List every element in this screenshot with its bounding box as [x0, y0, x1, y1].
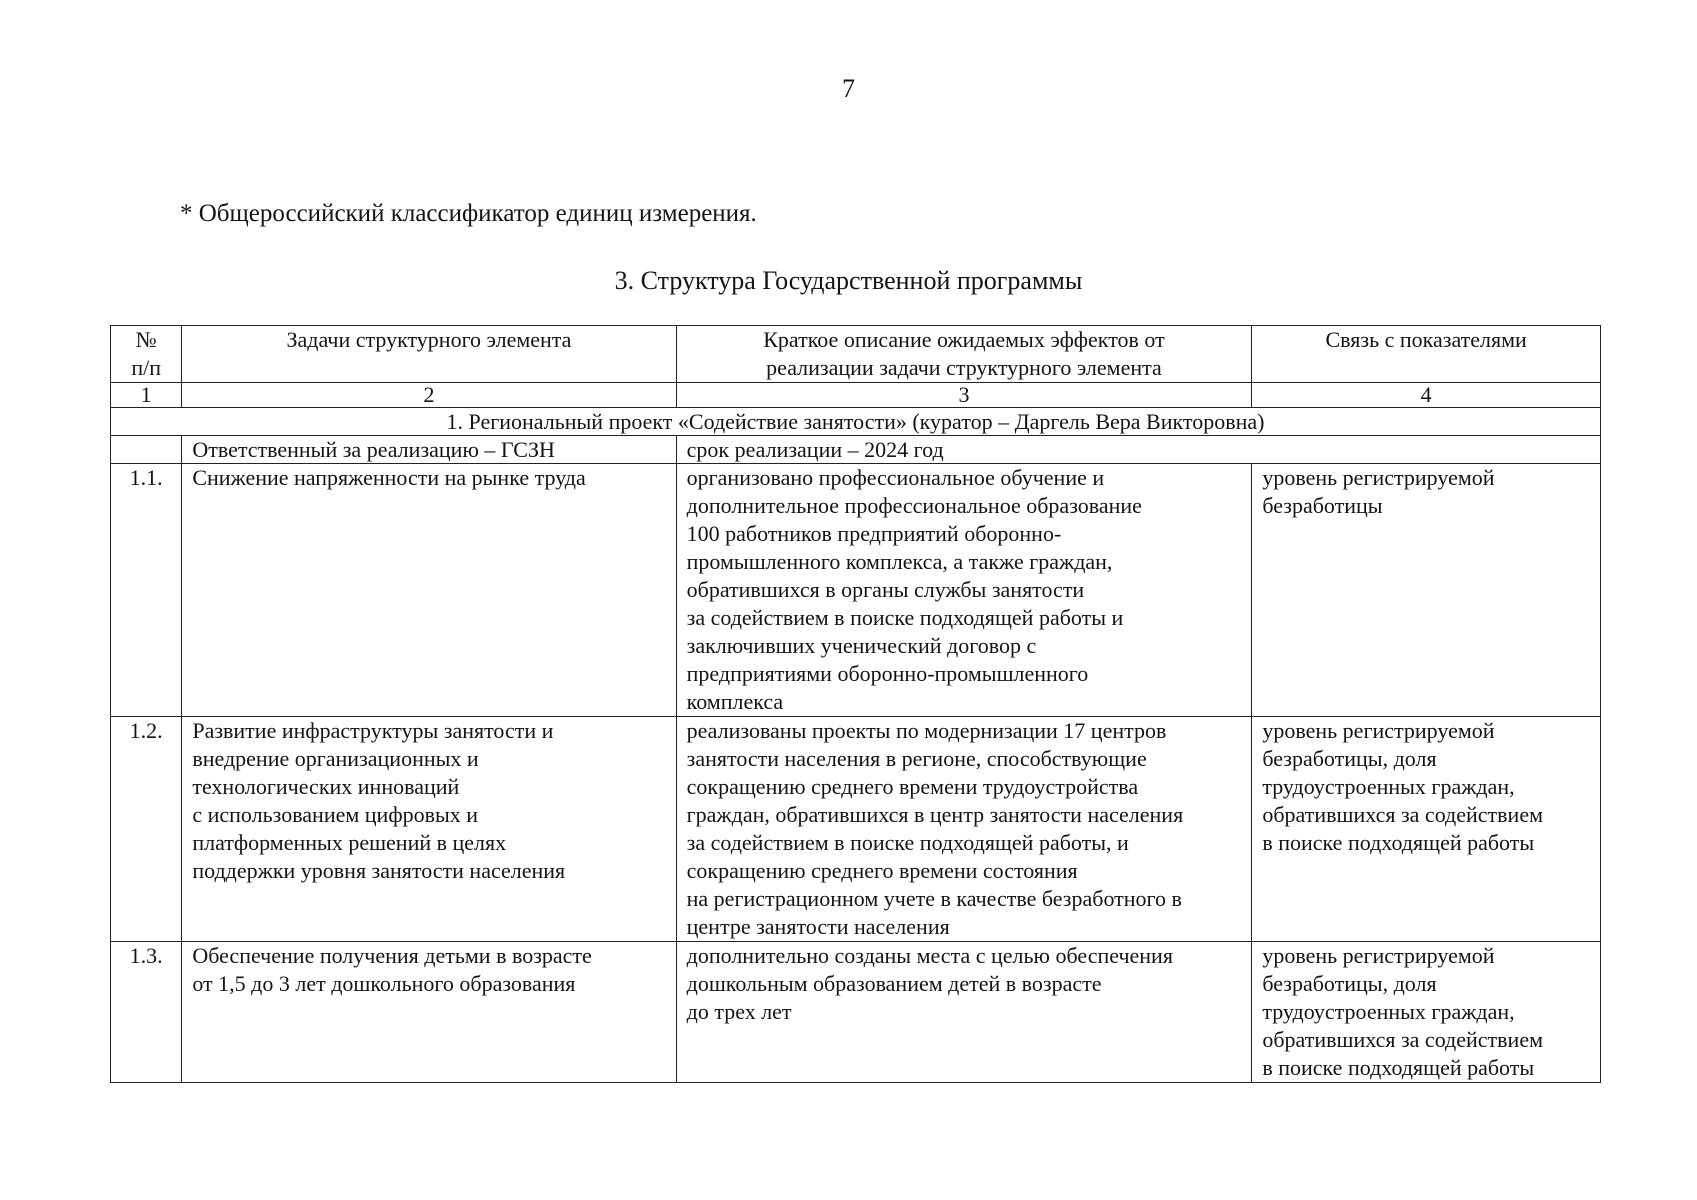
task-line: Снижение напряженности на рынке труда	[192, 465, 586, 490]
header-number-line-1: №	[135, 327, 157, 352]
effects-line: сокращению среднего времени состояния	[686, 858, 1078, 883]
effects-line: обратившихся в органы службы занятости	[686, 577, 1085, 602]
task-cell	[182, 717, 676, 942]
header-effects-line-1: Краткое описание ожидаемых эффектов от	[763, 327, 1165, 352]
row-number: 1.3.	[111, 942, 182, 1083]
effects-line: дополнительно созданы места с целью обеспечения	[686, 943, 1173, 968]
column-number: 2	[182, 383, 676, 408]
table-row	[111, 464, 1601, 717]
effects-line: центре занятости населения	[686, 914, 950, 939]
section-title: 3. Структура Государственной программы	[614, 266, 1083, 295]
task-line: Обеспечение получения детьми в возрасте	[192, 943, 592, 968]
indicators-line: обратившихся за содействием	[1262, 802, 1544, 827]
effects-line: комплекса	[686, 689, 784, 714]
empty-cell	[111, 436, 182, 464]
indicators-line: уровень регистрируемой	[1262, 718, 1495, 743]
row-number: 1.2.	[111, 717, 182, 942]
effects-line: занятости населения в регионе, способствующие	[686, 746, 1147, 771]
task-line: от 1,5 до 3 лет дошкольного образования	[192, 971, 576, 996]
indicators-cell	[1252, 717, 1601, 942]
effects-line: заключивших ученический договор с	[686, 633, 1037, 658]
effects-line: промышленного комплекса, а также граждан,	[686, 549, 1113, 574]
indicators-line: в поиске подходящей работы	[1262, 1055, 1535, 1080]
indicators-line: трудоустроенных граждан,	[1262, 999, 1515, 1024]
indicators-cell	[1252, 464, 1601, 717]
table-row	[111, 942, 1601, 1083]
effects-line: сокращению среднего времени трудоустройства	[686, 774, 1139, 799]
header-cell-indicators	[1252, 326, 1601, 383]
indicators-line: уровень регистрируемой	[1262, 943, 1495, 968]
task-line: с использованием цифровых и	[192, 802, 479, 827]
structure-table	[110, 325, 1601, 1083]
task-cell	[182, 464, 676, 717]
header-tasks-line: Задачи структурного элемента	[286, 327, 572, 352]
effects-line: предприятиями оборонно-промышленного	[686, 661, 1089, 686]
effects-cell	[676, 717, 1252, 942]
task-line: Развитие инфраструктуры занятости и	[192, 718, 554, 743]
footnote: * Общероссийский классификатор единиц измерения.	[180, 200, 757, 227]
project-title-row	[111, 408, 1601, 436]
effects-line: 100 работников предприятий оборонно-	[686, 521, 1062, 546]
project-title: 1. Региональный проект «Содействие занятости» (куратор – Даргель Вера Викторовна)	[111, 408, 1601, 436]
table-row	[111, 717, 1601, 942]
indicators-line: трудоустроенных граждан,	[1262, 774, 1515, 799]
column-number: 1	[111, 383, 182, 408]
indicators-cell	[1252, 942, 1601, 1083]
indicators-line: в поиске подходящей работы	[1262, 830, 1535, 855]
task-cell	[182, 942, 676, 1083]
task-line: платформенных решений в целях	[192, 830, 507, 855]
column-number: 3	[676, 383, 1252, 408]
indicators-line: безработицы	[1262, 493, 1383, 518]
indicators-line: безработицы, доля	[1262, 971, 1437, 996]
indicators-line: уровень регистрируемой	[1262, 465, 1495, 490]
effects-line: за содействием в поиске подходящей работы и	[686, 605, 1124, 630]
effects-cell	[676, 464, 1252, 717]
column-number-row	[111, 383, 1601, 408]
effects-line: организовано профессиональное обучение и	[686, 465, 1105, 490]
deadline-text: срок реализации – 2024 год	[676, 436, 1600, 464]
task-line: поддержки уровня занятости населения	[192, 858, 566, 883]
effects-cell	[676, 942, 1252, 1083]
effects-line: до трех лет	[686, 999, 792, 1024]
column-number: 4	[1252, 383, 1601, 408]
indicators-line: обратившихся за содействием	[1262, 1027, 1544, 1052]
effects-line: дошкольным образованием детей в возрасте	[686, 971, 1102, 996]
page-number: 7	[842, 74, 855, 103]
header-number-line-2: п/п	[131, 355, 161, 380]
task-line: технологических инноваций	[192, 774, 460, 799]
header-cell-number	[111, 326, 182, 383]
responsible-text: Ответственный за реализацию – ГСЗН	[182, 436, 676, 464]
responsible-row	[111, 436, 1601, 464]
table-header-row	[111, 326, 1601, 383]
effects-line: граждан, обратившихся в центр занятости населения	[686, 802, 1184, 827]
task-line: внедрение организационных и	[192, 746, 479, 771]
header-indicators-line: Связь с показателями	[1325, 327, 1527, 352]
effects-line: реализованы проекты по модернизации 17 центров	[686, 718, 1167, 743]
header-cell-effects	[676, 326, 1252, 383]
indicators-line: безработицы, доля	[1262, 746, 1437, 771]
header-cell-tasks	[182, 326, 676, 383]
effects-line: на регистрационном учете в качестве безработного в	[686, 886, 1182, 911]
header-effects-line-2: реализации задачи структурного элемента	[766, 355, 1162, 380]
row-number: 1.1.	[111, 464, 182, 717]
effects-line: за содействием в поиске подходящей работы, и	[686, 830, 1129, 855]
effects-line: дополнительное профессиональное образование	[686, 493, 1142, 518]
